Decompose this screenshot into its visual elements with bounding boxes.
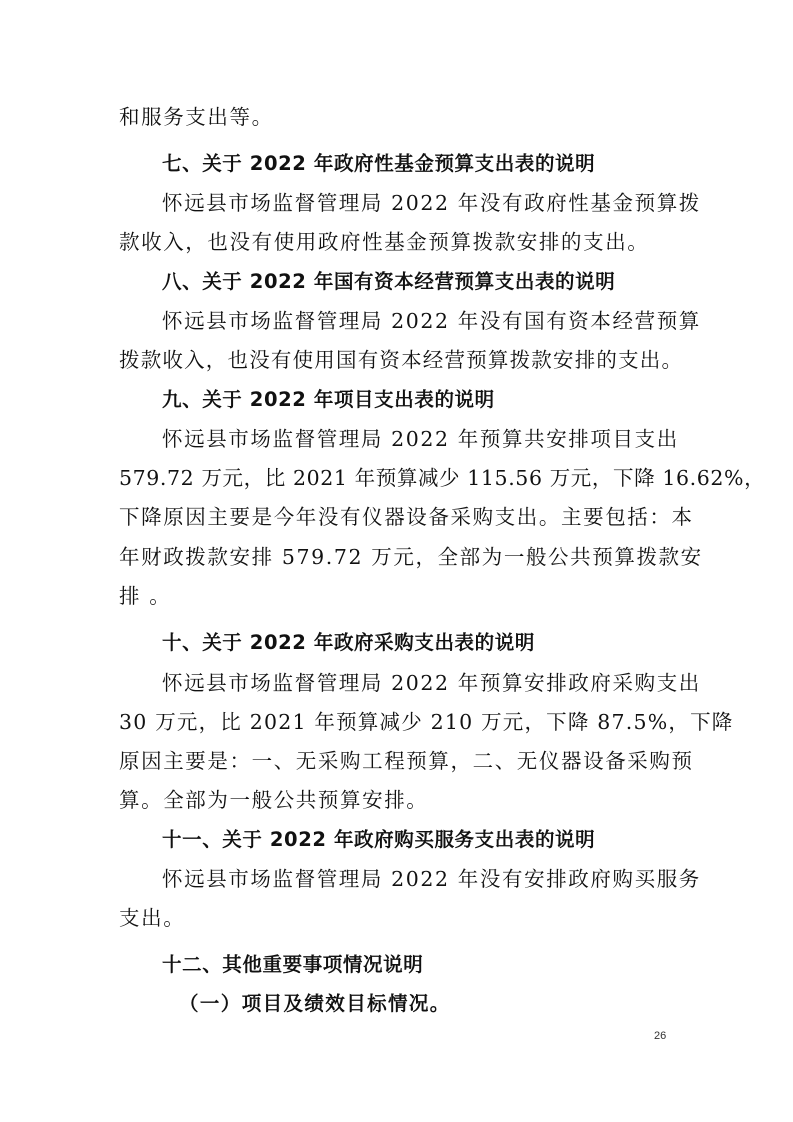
body-line: 579.72 万元，比 2021 年预算减少 115.56 万元，下降 16.62%， — [119, 466, 766, 490]
body-line: 算。全部为一般公共预算安排。 — [119, 788, 429, 812]
body-line: 怀远县市场监督管理局 2022 年预算安排政府采购支出 — [162, 671, 701, 695]
section-heading-12: 十二、其他重要事项情况说明 — [162, 953, 424, 976]
body-line: 下降原因主要是今年没有仪器设备采购支出。主要包括：本 — [119, 505, 694, 529]
page-number: 26 — [654, 1030, 667, 1042]
body-line: 款收入，也没有使用政府性基金预算拨款安排的支出。 — [119, 230, 650, 254]
body-line: 拨款收入，也没有使用国有资本经营预算拨款安排的支出。 — [119, 348, 684, 372]
body-line: 和服务支出等。 — [119, 105, 274, 129]
body-line: 年财政拨款安排 579.72 万元，全部为一般公共预算拨款安 — [119, 545, 703, 569]
body-line: 怀远县市场监督管理局 2022 年预算共安排项目支出 — [162, 427, 679, 451]
section-heading-11: 十一、关于 2022 年政府购买服务支出表的说明 — [162, 828, 596, 851]
body-line: 支出。 — [119, 906, 186, 930]
body-line: 原因主要是：一、无采购工程预算，二、无仪器设备采购预 — [119, 749, 694, 773]
section-heading-7: 七、关于 2022 年政府性基金预算支出表的说明 — [162, 152, 596, 175]
section-heading-9: 九、关于 2022 年项目支出表的说明 — [162, 388, 495, 411]
body-line: 30 万元，比 2021 年预算减少 210 万元，下降 87.5%，下降 — [119, 710, 734, 734]
body-line: 排 。 — [119, 584, 172, 608]
subsection-heading: （一）项目及绩效目标情况。 — [179, 992, 451, 1015]
body-line: 怀远县市场监督管理局 2022 年没有政府性基金预算拨 — [162, 191, 701, 215]
body-line: 怀远县市场监督管理局 2022 年没有安排政府购买服务 — [162, 867, 701, 891]
body-line: 怀远县市场监督管理局 2022 年没有国有资本经营预算 — [162, 309, 701, 333]
section-heading-8: 八、关于 2022 年国有资本经营预算支出表的说明 — [162, 270, 616, 293]
section-heading-10: 十、关于 2022 年政府采购支出表的说明 — [162, 631, 535, 654]
